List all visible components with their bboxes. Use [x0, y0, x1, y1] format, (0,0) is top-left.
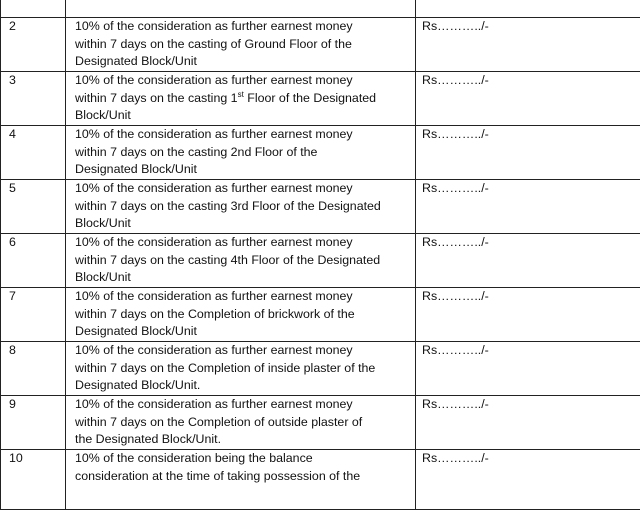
description-line: consideration at the time of taking possession of the [75, 468, 411, 486]
table-row [1, 288, 640, 342]
table-row [1, 180, 640, 234]
table-row [1, 0, 640, 18]
description-line: 10% of the consideration as further earnest money [75, 288, 411, 306]
table-row [1, 18, 640, 72]
description-line: within 7 days on the casting of Ground Floor of the [75, 36, 411, 54]
description-line: within 7 days on the Completion of brickwork of the [75, 306, 411, 324]
description-line: Block/Unit [75, 215, 411, 233]
description-line: within 7 days on the casting 2nd Floor of the [75, 144, 411, 162]
installment-description [66, 180, 416, 234]
description-line: within 7 days on the casting 4th Floor of the Designated [75, 252, 411, 270]
installment-amount: Rs………../- [416, 234, 640, 288]
description-line: 10% of the consideration as further earnest money [75, 342, 411, 360]
installment-number: 7 [1, 288, 66, 342]
table-row [1, 234, 640, 288]
installment-amount: Rs………../- [416, 450, 640, 510]
installment-number: 3 [1, 72, 66, 126]
description-line: Designated Block/Unit [75, 53, 411, 71]
installment-amount [416, 0, 640, 18]
installment-amount: Rs………../- [416, 126, 640, 180]
installment-amount: Rs………../- [416, 288, 640, 342]
installment-description [66, 342, 416, 396]
description-line [75, 0, 411, 4]
description-line: 10% of the consideration as further earnest money [75, 126, 411, 144]
description-line: Block/Unit [75, 107, 411, 125]
description-line: Designated Block/Unit [75, 323, 411, 341]
table-row [1, 396, 640, 450]
installment-description [66, 396, 416, 450]
installment-number: 5 [1, 180, 66, 234]
installment-amount: Rs………../- [416, 18, 640, 72]
ordinal-suffix: st [238, 89, 244, 98]
installment-number: 9 [1, 396, 66, 450]
installment-amount: Rs………../- [416, 72, 640, 126]
description-fragment: Floor of the Designated [247, 91, 376, 105]
description-line: 10% of the consideration as further earnest money [75, 180, 411, 198]
description-line: Designated Block/Unit. [75, 377, 411, 395]
description-line: 10% of the consideration as further earnest money [75, 234, 411, 252]
installment-description [66, 0, 416, 18]
description-line: Designated Block/Unit [75, 161, 411, 179]
description-line: Block/Unit [75, 269, 411, 287]
table-row [1, 342, 640, 396]
installment-number: 4 [1, 126, 66, 180]
description-line: 10% of the consideration as further earnest money [75, 72, 411, 90]
description-line: 10% of the consideration as further earnest money [75, 18, 411, 36]
installment-description [66, 288, 416, 342]
table-row [1, 72, 640, 126]
description-fragment: within 7 days on the casting 1 [75, 91, 238, 105]
description-line: within 7 days on the Completion of outside plaster of [75, 414, 411, 432]
table-row [1, 126, 640, 180]
description-line: 10% of the consideration being the balance [75, 450, 411, 468]
installment-number [1, 0, 66, 18]
description-line: within 7 days on the Completion of inside plaster of the [75, 360, 411, 378]
installment-description [66, 18, 416, 72]
description-line [75, 90, 411, 108]
installment-amount: Rs………../- [416, 396, 640, 450]
installment-description [66, 234, 416, 288]
installment-amount: Rs………../- [416, 180, 640, 234]
installment-amount: Rs………../- [416, 342, 640, 396]
installment-description [66, 72, 416, 126]
installment-number: 8 [1, 342, 66, 396]
description-line: the Designated Block/Unit. [75, 431, 411, 449]
installment-description [66, 126, 416, 180]
installment-number: 6 [1, 234, 66, 288]
description-line: within 7 days on the casting 3rd Floor of the Designated [75, 198, 411, 216]
installment-number: 10 [1, 450, 66, 510]
installment-number: 2 [1, 18, 66, 72]
description-line: 10% of the consideration as further earnest money [75, 396, 411, 414]
